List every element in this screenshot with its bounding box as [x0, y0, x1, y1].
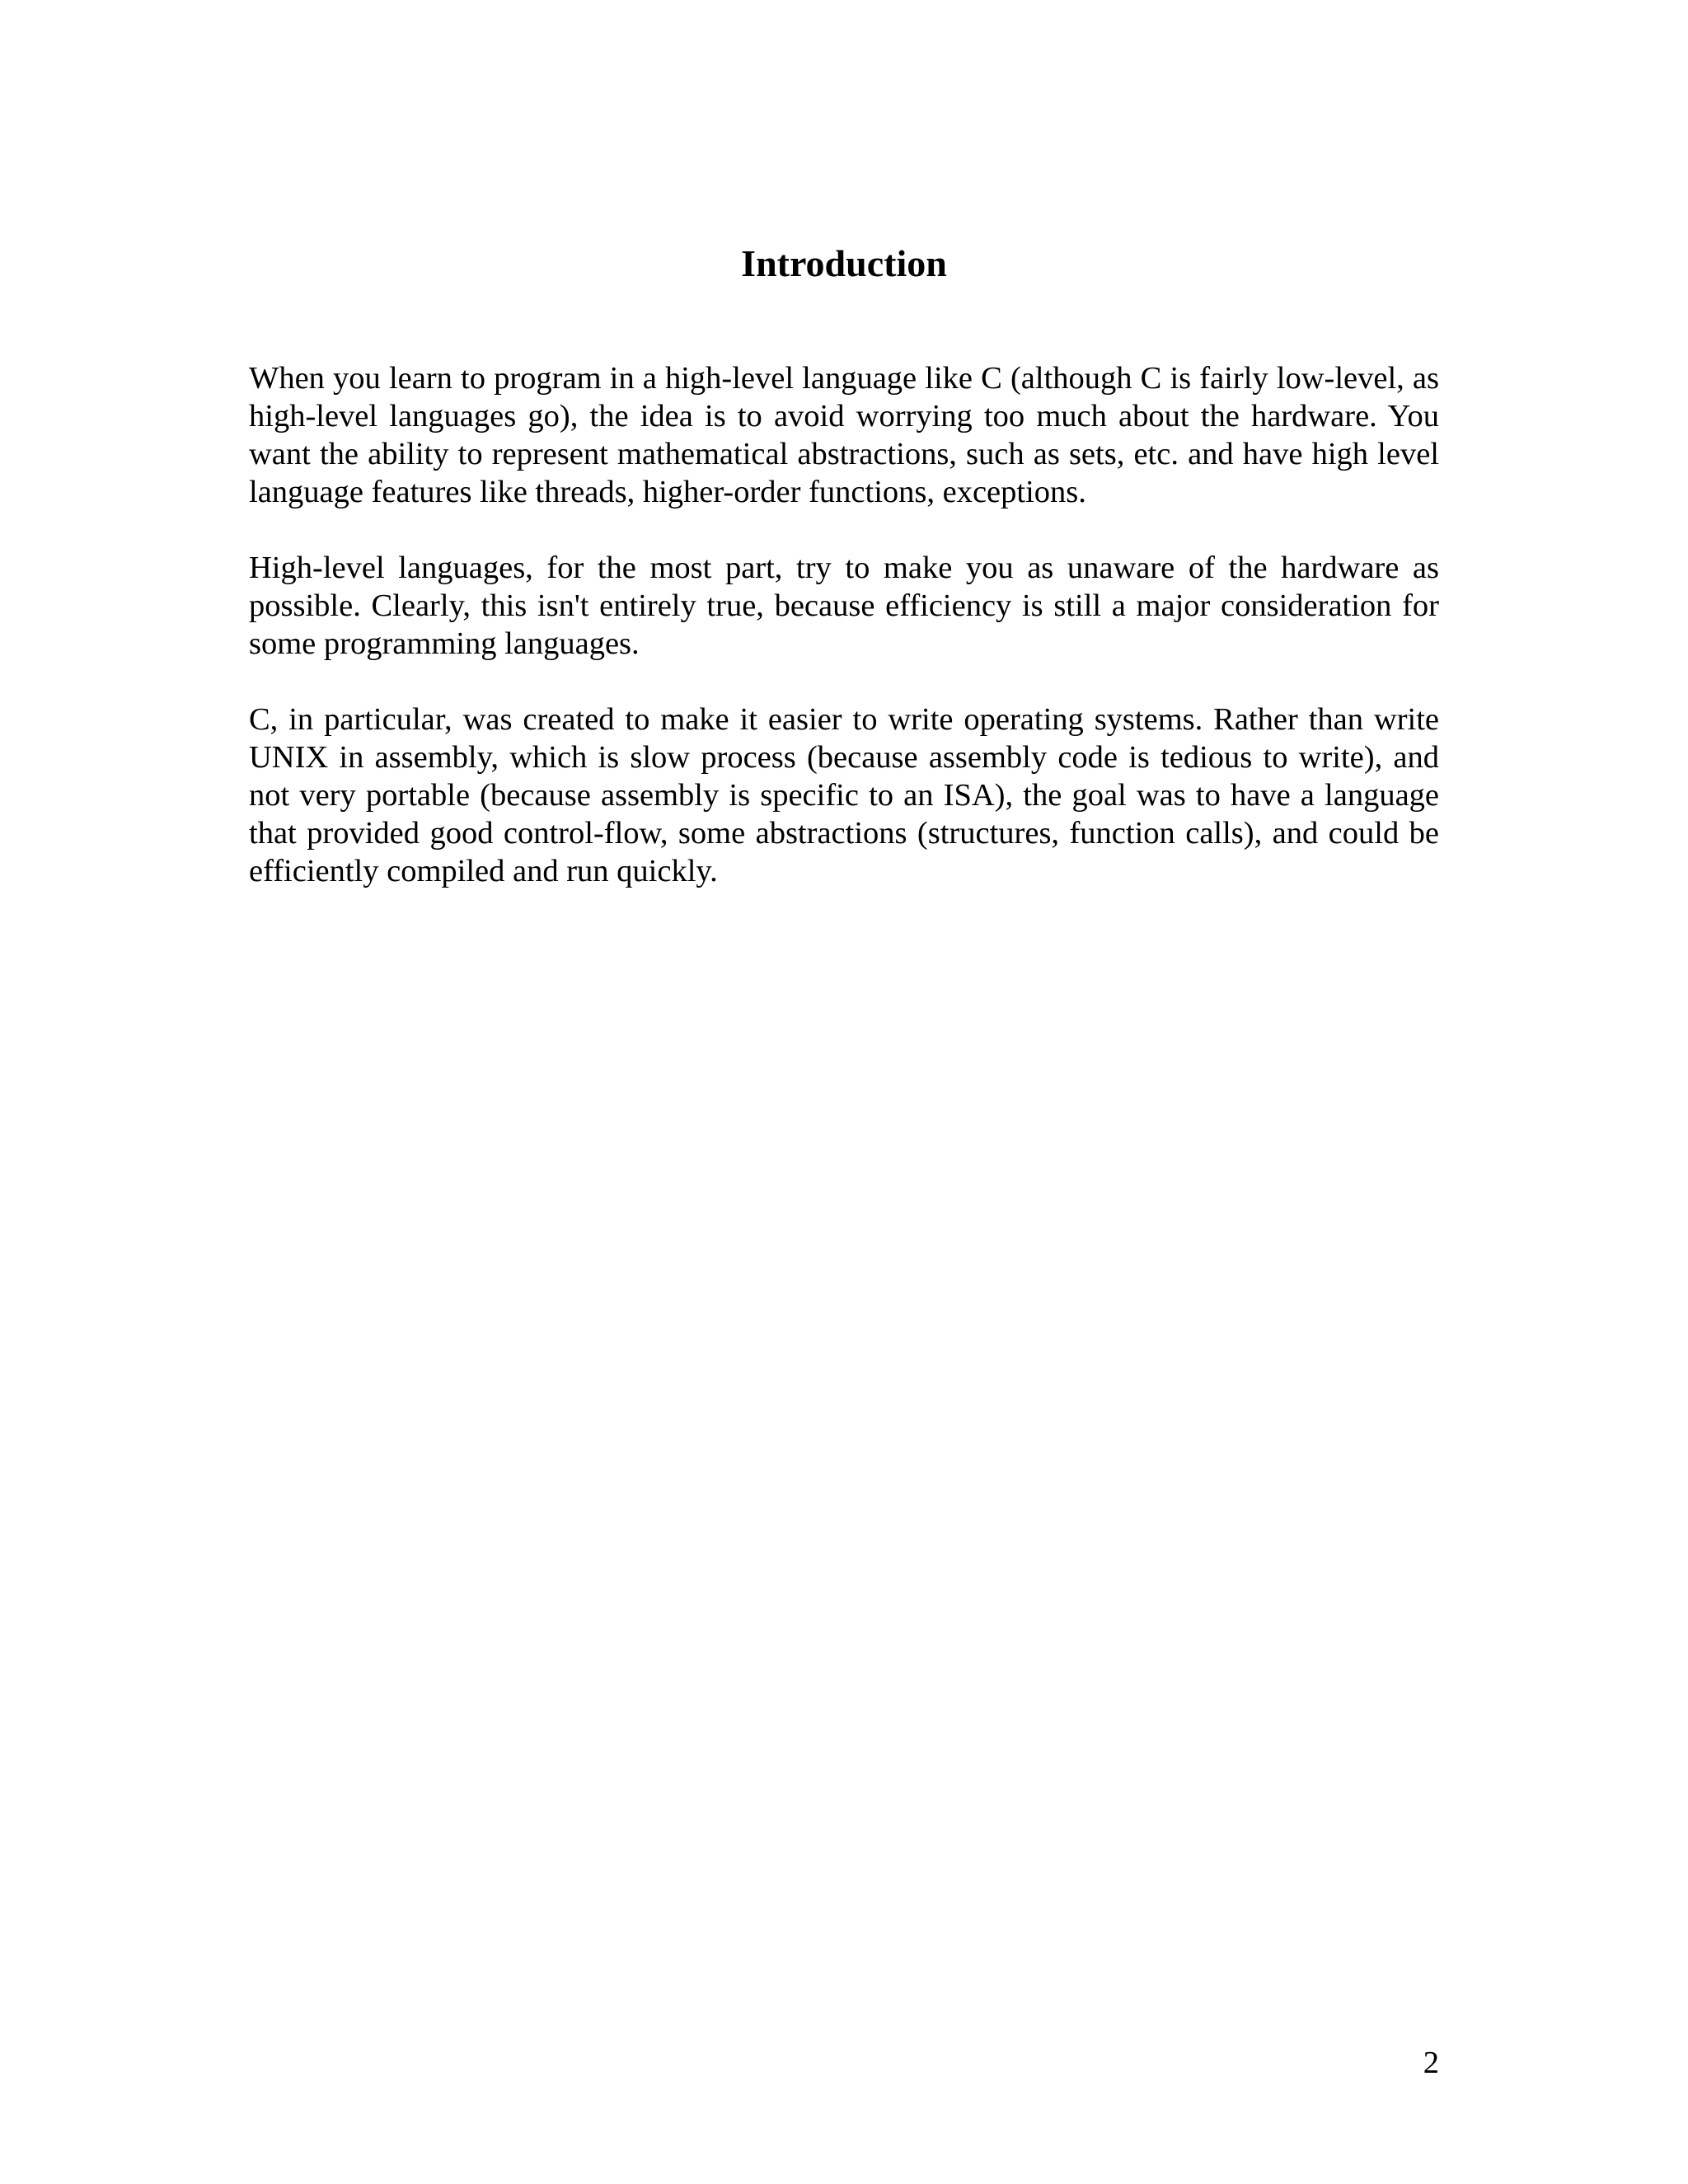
page-title: Introduction — [741, 242, 947, 284]
body-text — [249, 359, 1439, 928]
paragraph-2: High-level languages, for the most part, try to make you as unaware of the hardware as possible. Clearly, this isn't entirely true, because efficiency is still a major consideration for some programming languages. — [249, 551, 1439, 661]
paragraph-3: C, in particular, was created to make it easier to write operating systems. Rather than write UNIX in assembly, which is slow process (because assembly code is tedious to write), and not very portable (because assembly is specific to an ISA), the goal was to have a language that provided good control-flow, some abstractions (structures, function calls), and could be efficiently compiled and run quickly. — [249, 702, 1439, 888]
page-number: 2 — [1423, 2046, 1439, 2080]
paragraph-1: When you learn to program in a high-level language like C (although C is fairly low-level, as high-level languages go), the idea is to avoid worrying too much about the hardware. You want the ability to represent mathematical abstractions, such as sets, etc. and have high level language features like threads, higher-order functions, exceptions. — [249, 361, 1439, 509]
